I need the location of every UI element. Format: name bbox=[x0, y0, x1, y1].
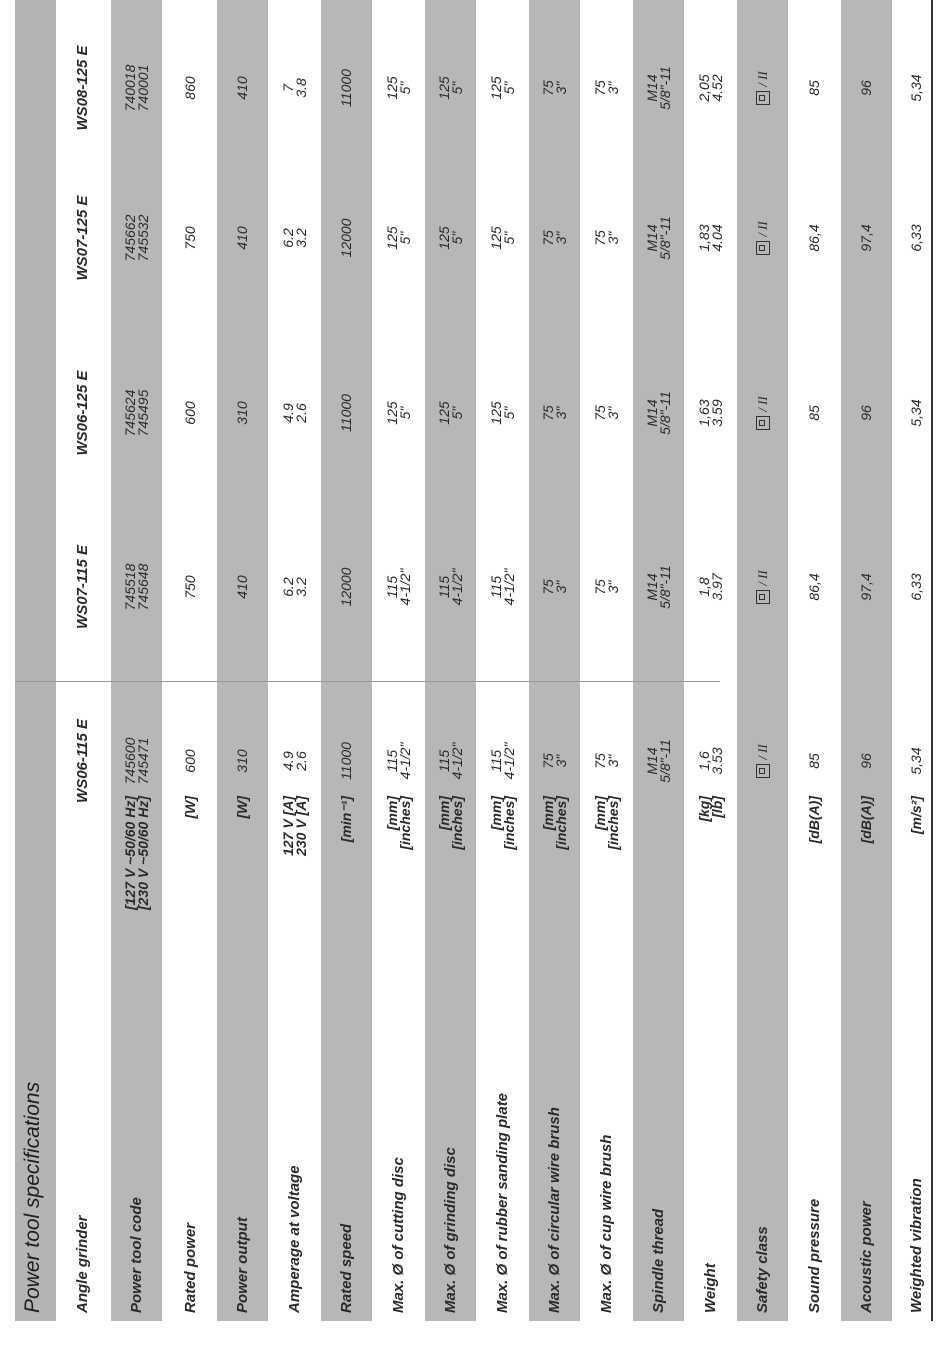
spec-value: 125 5" bbox=[383, 76, 413, 100]
spec-value: 7 3.8 bbox=[279, 78, 309, 98]
model-name: WS06-125 E bbox=[74, 370, 91, 456]
table-row bbox=[425, 0, 476, 1321]
spec-value: 75 3" bbox=[591, 80, 621, 96]
row-label: Max. Ø of circular wire brush bbox=[546, 1107, 563, 1313]
row-label: Sound pressure bbox=[806, 1198, 823, 1313]
spec-value: 12000 bbox=[338, 218, 354, 258]
spec-value: 310 bbox=[234, 749, 250, 773]
table-row bbox=[789, 0, 840, 1321]
row-label: Weighted vibration bbox=[908, 1178, 925, 1313]
spec-value: 75 3" bbox=[539, 80, 569, 96]
spec-value: 12000 bbox=[338, 567, 354, 607]
spec-value: 75 3" bbox=[591, 405, 621, 421]
spec-value: 115 4-1/2" bbox=[383, 742, 413, 780]
spec-value: 410 bbox=[234, 226, 250, 250]
spec-value: 1,63 3.59 bbox=[695, 399, 725, 427]
safety-class-value: / II bbox=[755, 744, 770, 760]
spec-value: 410 bbox=[234, 76, 250, 100]
spec-value: 85 bbox=[806, 80, 822, 96]
row-label: Power output bbox=[234, 1217, 251, 1313]
model-name: WS08-125 E bbox=[74, 45, 91, 131]
spec-value: 600 bbox=[182, 401, 198, 425]
row-unit: [mm] [inches] bbox=[435, 796, 465, 850]
spec-value: 745600 745471 bbox=[121, 737, 151, 785]
spec-value: 75 3" bbox=[539, 753, 569, 769]
table-row bbox=[111, 0, 162, 1321]
spec-value: 85 bbox=[806, 405, 822, 421]
table-row bbox=[737, 0, 788, 1321]
row-label: Power tool code bbox=[128, 1197, 145, 1313]
row-label: Rated power bbox=[182, 1222, 199, 1313]
bottom-rule bbox=[931, 0, 933, 1321]
spec-value: 11000 bbox=[338, 69, 354, 107]
spec-value: 4.9 2.6 bbox=[279, 403, 309, 423]
double-insulation-icon bbox=[756, 416, 770, 430]
spec-value bbox=[737, 328, 788, 498]
spec-value: 115 4-1/2" bbox=[435, 568, 465, 606]
spec-value: 125 5" bbox=[435, 401, 465, 425]
spec-value: 745662 745532 bbox=[121, 214, 151, 262]
spec-value: 1,83 4.04 bbox=[695, 224, 725, 252]
spec-value: 6,33 bbox=[908, 224, 924, 252]
spec-value: 115 4-1/2" bbox=[487, 568, 517, 606]
spec-value: 115 4-1/2" bbox=[487, 742, 517, 780]
spec-value: 96 bbox=[858, 405, 874, 421]
model-name: WS06-115 E bbox=[74, 719, 91, 803]
page-title: Power tool specifications bbox=[21, 1081, 44, 1313]
table-row bbox=[685, 0, 736, 1321]
spec-value: 75 3" bbox=[539, 405, 569, 421]
safety-class-value: / II bbox=[755, 570, 770, 586]
row-unit: [W] bbox=[182, 796, 198, 819]
spec-value: 125 5" bbox=[487, 76, 517, 100]
row-label: Rated speed bbox=[338, 1223, 355, 1313]
table-row bbox=[165, 0, 216, 1321]
row-unit: [mm] [inches] bbox=[539, 796, 569, 850]
spec-value: 2,05 4.52 bbox=[695, 74, 725, 102]
spec-value: 125 5" bbox=[487, 226, 517, 250]
spec-value bbox=[737, 502, 788, 672]
spec-value: 11000 bbox=[338, 394, 354, 432]
spec-value: M14 5/8"-11 bbox=[643, 391, 673, 435]
spec-value bbox=[737, 3, 788, 173]
spec-value: M14 5/8"-11 bbox=[643, 739, 673, 783]
spec-value: 75 3" bbox=[591, 230, 621, 246]
spec-value: 6,33 bbox=[908, 573, 924, 601]
row-label: Spindle thread bbox=[650, 1208, 667, 1313]
spec-value: 125 5" bbox=[487, 401, 517, 425]
spec-value: 115 4-1/2" bbox=[435, 742, 465, 780]
spec-value: 6.2 3.2 bbox=[279, 577, 309, 597]
row-unit: 127 V [A] 230 V [A] bbox=[279, 796, 309, 856]
table-row bbox=[529, 0, 580, 1321]
row-unit: [dB(A)] bbox=[858, 796, 874, 844]
spec-value bbox=[737, 153, 788, 323]
table-row bbox=[217, 0, 268, 1321]
spec-value: 86,4 bbox=[806, 224, 822, 252]
spec-value: 750 bbox=[182, 226, 198, 250]
safety-class-value: / II bbox=[755, 221, 770, 237]
row-label: Safety class bbox=[754, 1226, 771, 1313]
spec-value: 75 3" bbox=[591, 579, 621, 595]
spec-value: 96 bbox=[858, 753, 874, 769]
spec-value: 5,34 bbox=[908, 74, 924, 102]
spec-value: 97,4 bbox=[858, 573, 874, 601]
table-row bbox=[581, 0, 632, 1321]
row-unit: [mm] [inches] bbox=[383, 796, 413, 850]
spec-value: M14 5/8"-11 bbox=[643, 565, 673, 609]
spec-value: 860 bbox=[182, 76, 198, 100]
row-label: Max. Ø of grinding disc bbox=[442, 1147, 459, 1313]
column-divider bbox=[15, 681, 720, 682]
spec-value: 75 3" bbox=[539, 579, 569, 595]
row-label: Weight bbox=[702, 1263, 719, 1313]
table-row bbox=[373, 0, 424, 1321]
double-insulation-icon bbox=[756, 590, 770, 604]
row-label: Max. Ø of cup wire brush bbox=[598, 1134, 615, 1313]
spec-value: 6.2 3.2 bbox=[279, 228, 309, 248]
row-label: Angle grinder bbox=[74, 1215, 91, 1313]
double-insulation-icon bbox=[756, 241, 770, 255]
row-label: Max. Ø of cutting disc bbox=[390, 1157, 407, 1313]
row-unit: [dB(A)] bbox=[806, 796, 822, 844]
spec-value bbox=[737, 676, 788, 846]
spec-value: 125 5" bbox=[383, 226, 413, 250]
spec-value: 75 3" bbox=[591, 753, 621, 769]
spec-value: 96 bbox=[858, 80, 874, 96]
spec-value: 11000 bbox=[338, 742, 354, 780]
spec-value: 600 bbox=[182, 749, 198, 773]
row-unit: [W] bbox=[234, 796, 250, 819]
row-label: Max. Ø of rubber sanding plate bbox=[494, 1092, 511, 1313]
row-unit: [kg] [lb] bbox=[695, 796, 725, 822]
spec-value: 5,34 bbox=[908, 747, 924, 775]
row-label: Acoustic power bbox=[858, 1201, 875, 1313]
row-unit: [mm] [inches] bbox=[591, 796, 621, 850]
safety-class-value: / II bbox=[755, 396, 770, 412]
spec-value: 115 4-1/2" bbox=[383, 568, 413, 606]
row-unit: [m/s²] bbox=[908, 796, 924, 835]
table-row bbox=[269, 0, 320, 1321]
row-unit: [min⁻¹] bbox=[338, 796, 354, 843]
spec-value: 1,6 3.53 bbox=[695, 747, 725, 775]
spec-value: 125 5" bbox=[435, 226, 465, 250]
spec-value: 97,4 bbox=[858, 224, 874, 252]
row-unit: [127 V ~50/60 Hz] [230 V ~50/60 Hz] bbox=[121, 796, 151, 911]
model-name: WS07-125 E bbox=[74, 195, 91, 281]
spec-value: 5,34 bbox=[908, 399, 924, 427]
table-row bbox=[477, 0, 528, 1321]
spec-value: 125 5" bbox=[383, 401, 413, 425]
table-row bbox=[891, 0, 942, 1321]
double-insulation-icon bbox=[756, 91, 770, 105]
spec-value: 740018 740001 bbox=[121, 64, 151, 112]
table-row bbox=[321, 0, 372, 1321]
spec-value: M14 5/8"-11 bbox=[643, 216, 673, 260]
spec-value: 745518 745648 bbox=[121, 563, 151, 611]
spec-value: 85 bbox=[806, 753, 822, 769]
spec-value: 750 bbox=[182, 575, 198, 599]
safety-class-value: / II bbox=[755, 71, 770, 87]
title-bar bbox=[15, 0, 56, 1321]
spec-value: 310 bbox=[234, 401, 250, 425]
row-label: Amperage at voltage bbox=[286, 1165, 303, 1313]
double-insulation-icon bbox=[756, 764, 770, 778]
spec-value: 125 5" bbox=[435, 76, 465, 100]
spec-value: 86,4 bbox=[806, 573, 822, 601]
table-row bbox=[841, 0, 892, 1321]
table-row bbox=[633, 0, 684, 1321]
spec-value: 410 bbox=[234, 575, 250, 599]
spec-value: 745624 745495 bbox=[121, 389, 151, 437]
model-name: WS07-115 E bbox=[74, 545, 91, 629]
row-unit: [mm] [inches] bbox=[487, 796, 517, 850]
table-row bbox=[57, 0, 108, 1321]
spec-value: M14 5/8"-11 bbox=[643, 66, 673, 110]
spec-value: 1,8 3.97 bbox=[695, 573, 725, 601]
spec-value: 4.9 2.6 bbox=[279, 751, 309, 771]
spec-value: 75 3" bbox=[539, 230, 569, 246]
